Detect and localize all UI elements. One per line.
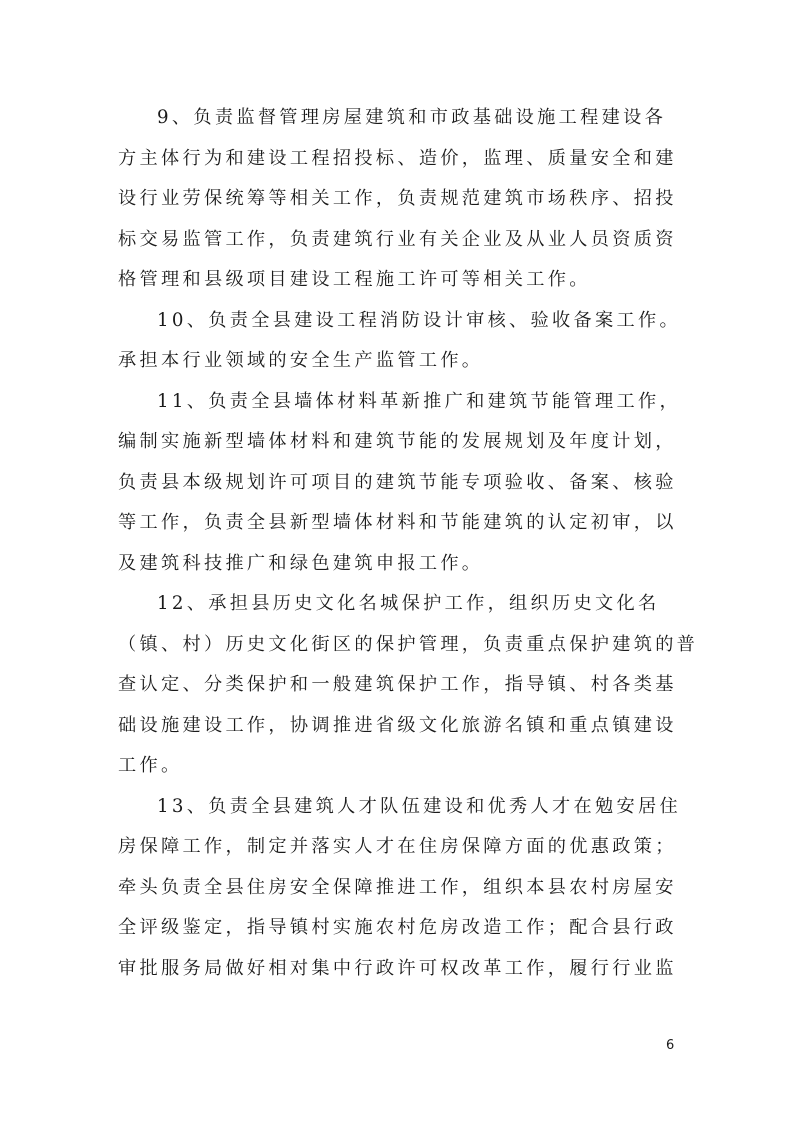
- text-line: 设行业劳保统筹等相关工作，负责规范建筑市场秩序、招投: [118, 188, 677, 209]
- document-body: [118, 98, 699, 989]
- text-line: 10、负责全县建设工程消防设计审核、验收备案工作。: [157, 309, 681, 331]
- paragraph-12: [118, 584, 699, 787]
- paragraph-11: [118, 382, 681, 585]
- page-number: 6: [666, 1038, 675, 1053]
- text-line: 格管理和县级项目建设工程施工许可等相关工作。: [118, 269, 591, 290]
- text-line: 及建筑科技推广和绿色建筑申报工作。: [118, 552, 484, 574]
- text-line: 标交易监管工作，负责建筑行业有关企业及从业人员资质资: [118, 228, 677, 250]
- text-line: 11、负责全县墙体材料革新推广和建筑节能管理工作，: [157, 390, 681, 412]
- paragraph-13: [118, 787, 681, 990]
- text-line: 承担本行业领域的安全生产监管工作。: [118, 350, 484, 371]
- text-line: 查认定、分类保护和一般建筑保护工作，指导镇、村各类基: [118, 674, 677, 695]
- text-line: 编制实施新型墙体材料和建筑节能的发展规划及年度计划，: [118, 431, 677, 452]
- text-line: 牵头负责全县住房安全保障推进工作，组织本县农村房屋安: [118, 876, 677, 898]
- text-line: （镇、村）历史文化街区的保护管理，负责重点保护建筑的普: [118, 633, 699, 655]
- text-line: 12、承担县历史文化名城保护工作，组织历史文化名: [157, 593, 660, 614]
- text-line: 方主体行为和建设工程招投标、造价，监理、质量安全和建: [118, 147, 677, 169]
- paragraph-10: [118, 301, 681, 382]
- text-line: 工作。: [118, 755, 183, 776]
- text-line: 全评级鉴定，指导镇村实施农村危房改造工作；配合县行政: [118, 917, 677, 938]
- text-line: 房保障工作，制定并落实人才在住房保障方面的优惠政策；: [118, 836, 677, 857]
- text-line: 负责县本级规划许可项目的建筑节能专项验收、备案、核验: [118, 471, 677, 493]
- text-line: 等工作，负责全县新型墙体材料和节能建筑的认定初审，以: [118, 512, 677, 533]
- text-line: 9、负责监督管理房屋建筑和市政基础设施工程建设各: [157, 107, 667, 128]
- text-line: 审批服务局做好相对集中行政许可权改革工作，履行行业监: [118, 957, 677, 979]
- paragraph-9: [118, 98, 678, 301]
- text-line: 13、负责全县建筑人才队伍建设和优秀人才在勉安居住: [157, 795, 681, 817]
- text-line: 础设施建设工作，协调推进省级文化旅游名镇和重点镇建设: [118, 714, 677, 736]
